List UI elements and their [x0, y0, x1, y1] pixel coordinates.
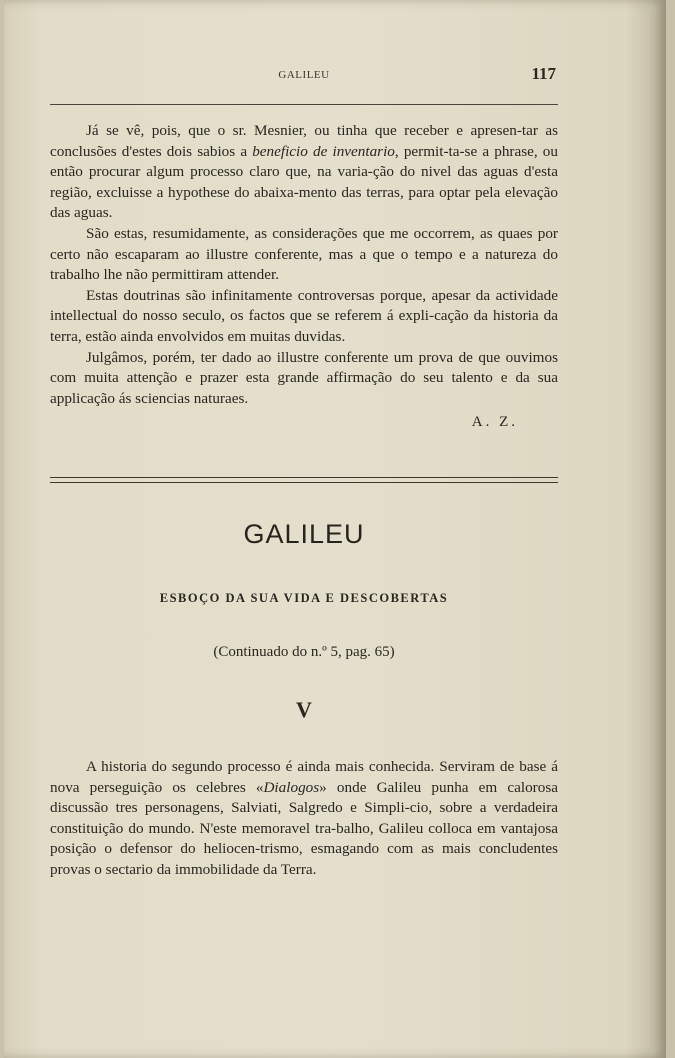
page-number: 117	[531, 64, 556, 83]
previous-article-text	[50, 121, 558, 409]
paragraph-text: , permit-ta-se a phrase, ou então procurar algum processo claro que, na varia-ção do nivel das aguas d'esta região, excluisse a hypothese do abaixa-mento das terras, para optar pela elevação das aguas.	[50, 142, 558, 222]
paragraph	[50, 121, 558, 224]
author-signature: A. Z.	[471, 414, 518, 430]
header-rule	[50, 104, 558, 105]
italic-phrase: Dialogos	[263, 778, 320, 796]
paragraph	[50, 757, 558, 881]
article-subtitle: ESBOÇO DA SUA VIDA E DESCOBERTAS	[159, 591, 449, 605]
paragraph-text: Já se vê, pois, que o sr. Mesnier, ou tinha que receber e apresen-tar as conclusões d'estes dois sabios a	[50, 122, 558, 160]
section-numeral: V	[296, 697, 312, 722]
paragraph-text: » onde Galileu punha em calorosa discussão tres personagens, Salviati, Salgredo e Simpli-cio, sobre a verdadeira constituição do mundo. N'este memoravel tra-balho, Galileu colloca em vantajosa posição o defensor do heliocen-trismo, esmagando com as mais concludentes provas o sectario da immobilidade da Terra.	[50, 778, 558, 878]
running-title: GALILEU	[278, 69, 330, 81]
paragraph: Estas doutrinas são infinitamente controversas porque, apesar da actividade intellectual do nosso seculo, os factos que se referem á expli-cação da historia da terra, estão ainda envolvidos em muitas duvidas.	[50, 286, 558, 345]
continuation-note: (Continuado do n.º 5, pag. 65)	[213, 644, 395, 660]
paragraph-text: A historia do segundo processo é ainda mais conhecida. Serviram de base á nova perseguição os celebres «	[50, 758, 558, 796]
italic-phrase: beneficio de inventario	[252, 142, 395, 160]
section-divider	[50, 477, 558, 483]
paragraph: São estas, resumidamente, as considerações que me occorrem, as quaes por certo não escaparam ao illustre conferente, mas a que o tempo e a natureza do trabalho lhe não permittiram attender.	[50, 224, 558, 284]
article-text	[50, 757, 558, 881]
page-header	[50, 64, 558, 84]
article-title: GALILEU	[243, 519, 365, 549]
book-page	[4, 0, 666, 1058]
paragraph: Julgâmos, porém, ter dado ao illustre conferente um prova de que ouvimos com muita attenção e prazer esta grande affirmação do seu talento e da sua applicação ás sciencias naturaes.	[50, 348, 558, 407]
